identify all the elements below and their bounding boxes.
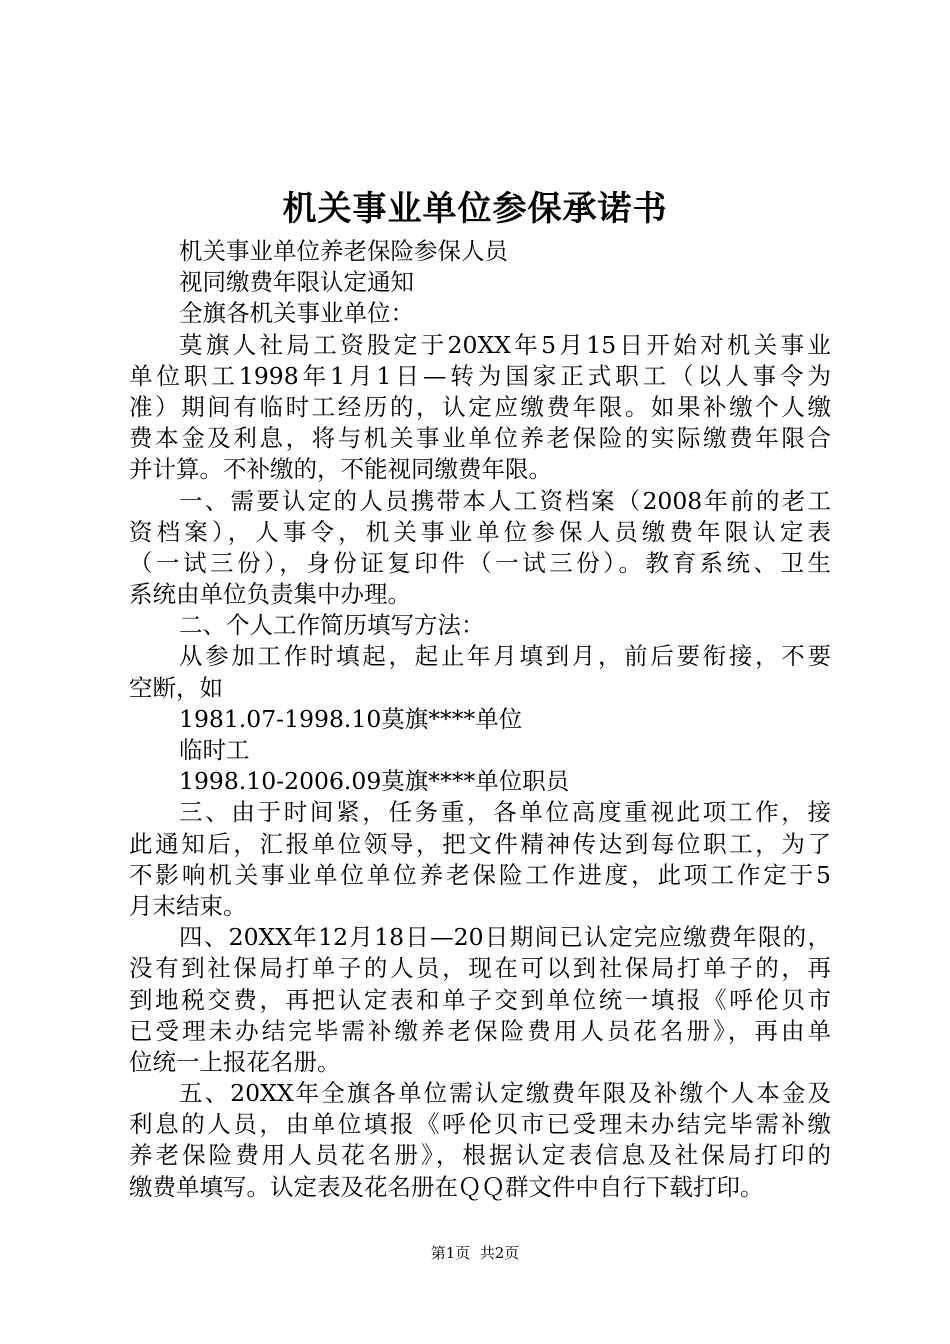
paragraph-line: 费本金及利息，将与机关事业单位养老保险的实际缴费年限合: [129, 424, 831, 453]
paragraph-line: 空断，如: [129, 673, 223, 702]
paragraph-line: 从参加工作时填起，起止年月填到月，前后要衔接，不要: [179, 642, 831, 671]
paragraph-line: 五、20XX年全旗各单位需认定缴费年限及补缴个人本金及: [179, 1079, 831, 1108]
paragraph-line: 缴费单填写。认定表及花名册在ＱＱ群文件中自行下载打印。: [129, 1172, 764, 1201]
paragraph-line: 到地税交费，再把认定表和单子交到单位统一填报《呼伦贝市: [129, 985, 831, 1014]
paragraph-line: 1998.10-2006.09莫旗****单位职员: [179, 767, 570, 796]
paragraph-line: 二、个人工作简历填写方法：: [179, 611, 485, 640]
paragraph-line: 机关事业单位养老保险参保人员: [179, 237, 508, 265]
page-number: 第1页 共2页: [430, 1244, 520, 1262]
paragraph-line: 并计算。不补缴的，不能视同缴费年限。: [129, 455, 552, 484]
paragraph-line: 三、由于时间紧，任务重，各单位高度重视此项工作，接: [179, 798, 831, 827]
paragraph-line: 没有到社保局打单子的人员，现在可以到社保局打单子的，再: [129, 954, 831, 983]
paragraph-line: 准）期间有临时工经历的，认定应缴费年限。如果补缴个人缴: [129, 392, 831, 421]
paragraph-line: 资档案），人事令，机关事业单位参保人员缴费年限认定表: [129, 517, 831, 546]
paragraph-line: 养老保险费用人员花名册》，根据认定表信息及社保局打印的: [129, 1141, 831, 1170]
paragraph-line: 临时工: [179, 736, 250, 764]
paragraph-line: 已受理未办结完毕需补缴养老保险费用人员花名册》，再由单: [129, 1016, 831, 1045]
paragraph-line: 视同缴费年限认定通知: [179, 268, 414, 297]
paragraph-line: 一、需要认定的人员携带本人工资档案（2008年前的老工: [179, 486, 831, 515]
paragraph-line: 1981.07-1998.10莫旗****单位: [179, 704, 523, 733]
paragraph-line: 位统一上报花名册。: [129, 1047, 341, 1076]
paragraph-line: （一试三份），身份证复印件（一试三份）。教育系统、卫生: [129, 548, 831, 577]
paragraph-line: 全旗各机关事业单位：: [179, 299, 414, 328]
paragraph-line: 单位职工1998年1月1日—转为国家正式职工（以人事令为: [129, 361, 831, 390]
paragraph-line: 此通知后，汇报单位领导，把文件精神传达到每位职工，为了: [129, 829, 831, 858]
paragraph-line: 四、20XX年12月18日—20日期间已认定完应缴费年限的，: [179, 923, 831, 952]
document-title: 机关事业单位参保承诺书: [282, 189, 668, 229]
page-footer: [0, 1241, 950, 1265]
paragraph-line: 系统由单位负责集中办理。: [129, 580, 411, 609]
paragraph-line: 利息的人员，由单位填报《呼伦贝市已受理未办结完毕需补缴: [129, 1110, 831, 1139]
document-body: [129, 236, 831, 1203]
paragraph-line: 莫旗人社局工资股定于20XX年5月15日开始对机关事业: [179, 330, 831, 359]
paragraph-line: 月末结束。: [129, 891, 247, 920]
paragraph-line: 不影响机关事业单位单位养老保险工作进度，此项工作定于5: [129, 860, 831, 889]
